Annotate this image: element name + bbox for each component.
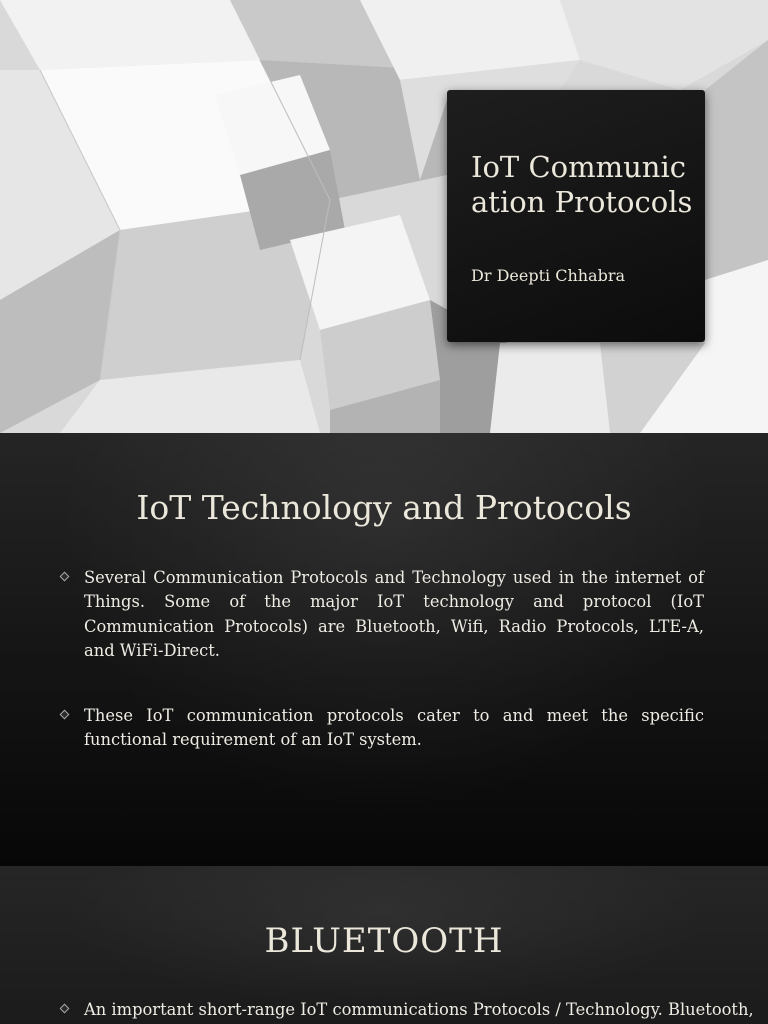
bluetooth-slide bbox=[0, 866, 768, 1024]
slide-heading: BLUETOOTH bbox=[264, 921, 504, 961]
diamond-bullet-icon bbox=[60, 572, 70, 582]
diamond-bullet-icon bbox=[60, 710, 70, 720]
bullet-item bbox=[84, 566, 704, 663]
technology-protocols-slide bbox=[0, 433, 768, 866]
author-name: Dr Deepti Chhabra bbox=[471, 266, 626, 285]
bullet-list bbox=[84, 566, 704, 753]
slide-heading: IoT Technology and Protocols bbox=[136, 488, 632, 527]
title-card bbox=[447, 90, 705, 342]
bullet-text: An important short-range IoT communications Protocols / Technology. Bluetooth, bbox=[84, 1000, 754, 1019]
title-slide bbox=[0, 0, 768, 433]
bullet-text: These IoT communication protocols cater to and meet the specific functional requirement of an IoT system. bbox=[84, 706, 704, 750]
bullet-item bbox=[84, 998, 754, 1022]
diamond-bullet-icon bbox=[60, 1004, 70, 1014]
bullet-list bbox=[84, 998, 754, 1022]
bullet-text: Several Communication Protocols and Technology used in the internet of Things. Some of the major IoT technology and protocol (IoT Communication Protocols) are Bluetooth, Wifi, Radio Protocols, LTE-A, and WiFi-Direct. bbox=[84, 568, 704, 660]
bullet-item bbox=[84, 704, 704, 753]
slide-title: IoT Communication Protocols bbox=[471, 150, 693, 219]
